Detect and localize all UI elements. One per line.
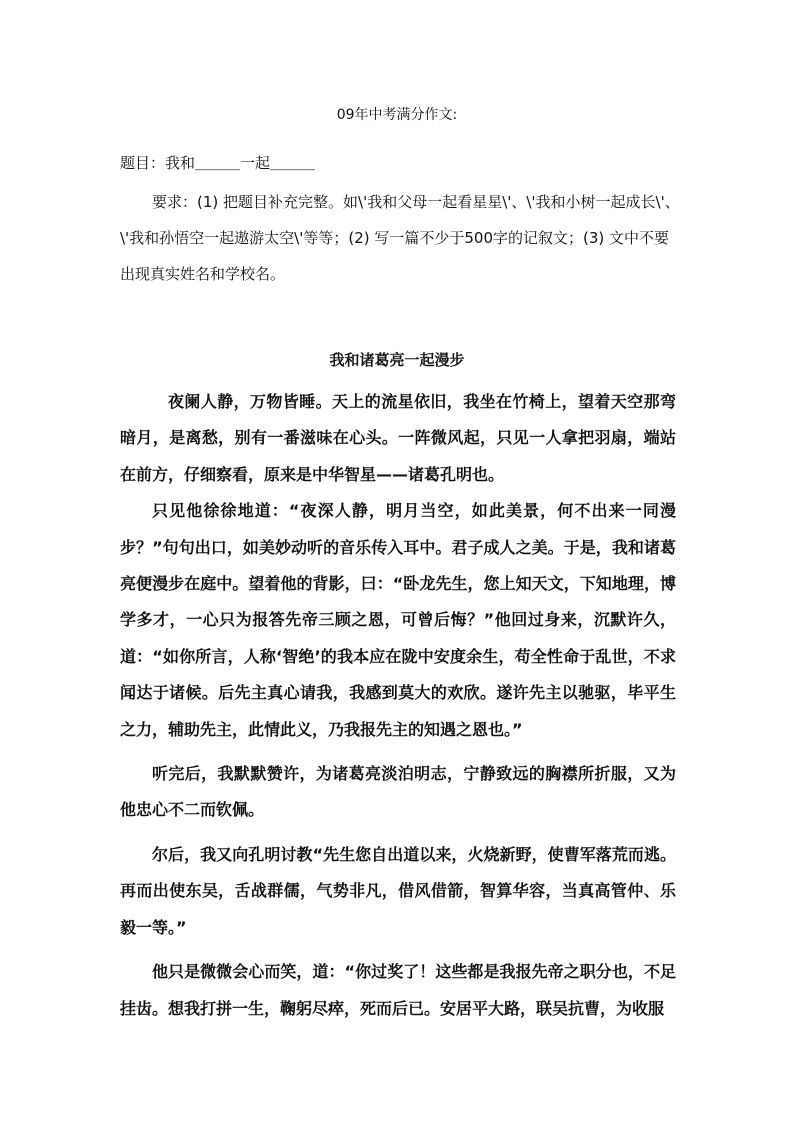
- essay-paragraph-1: 夜阑人静，万物皆睡。天上的流星依旧，我坐在竹椅上，望着天空那弯暗月，是离愁，别有一番滋味在心头。一阵微风起，只见一人拿把羽扇，端站在前方，仔细察看，原来是中华智星——诸葛孔明也。: [120, 392, 676, 484]
- essay-paragraph-4: 尔后，我又向孔明讨教“先生您自出道以来，火烧新野，使曹军落荒而逃。再而出使东吴，舌战群儒，气势非凡，借风借箭，智算华容，当真高管仲、乐毅一等。”: [120, 844, 676, 937]
- prompt-requirements: 要求：(1) 把题目补充完整。如\'我和父母一起看星星\'、\'我和小树一起成长\'、\'我和孙悟空一起遨游太空\'等等；(2) 写一篇不少于500字的记叙文；(3) 文中不要出现真实姓名和学校名。: [120, 193, 680, 283]
- essay-paragraph-2: 只见他徐徐地道：“夜深人静，明月当空，如此美景，何不出来一同漫步？”句句出口，如美妙动听的音乐传入耳中。君子成人之美。于是，我和诸葛亮便漫步在庭中。望着他的背影，曰：“卧龙先生，您上知天文，下知地理，博学多才，一心只为报答先帝三顾之恩，可曾后悔？”他回过身来，沉默许久，道：“如你所言，人称‘智绝’的我本应在陇中安度余生，苟全性命于乱世，不求闻达于诸候。后先主真心请我，我感到莫大的欢欣。遂许先主以驰驱，毕平生之力，辅助先主，此情此义，乃我报先主的知遇之恩也。”: [120, 501, 676, 739]
- essay-body: [120, 384, 676, 1027]
- prompt-topic: 题目：我和＿＿＿一起＿＿＿: [120, 154, 316, 172]
- essay-paragraph-3: 听完后，我默默赞许，为诸葛亮淡泊明志，宁静致远的胸襟所折服，又为他忠心不二而钦佩。: [120, 764, 676, 820]
- essay-paragraph-5: 他只是微微会心而笑，道：“你过奖了！这些都是我报先帝之职分也，不足挂齿。想我打拼一生，鞠躬尽瘁，死而后已。安居平大路，联吴抗曹，为收服: [120, 962, 676, 1018]
- essay-title: 我和诸葛亮一起漫步: [329, 351, 465, 369]
- header-title: 09年中考满分作文:: [336, 107, 458, 123]
